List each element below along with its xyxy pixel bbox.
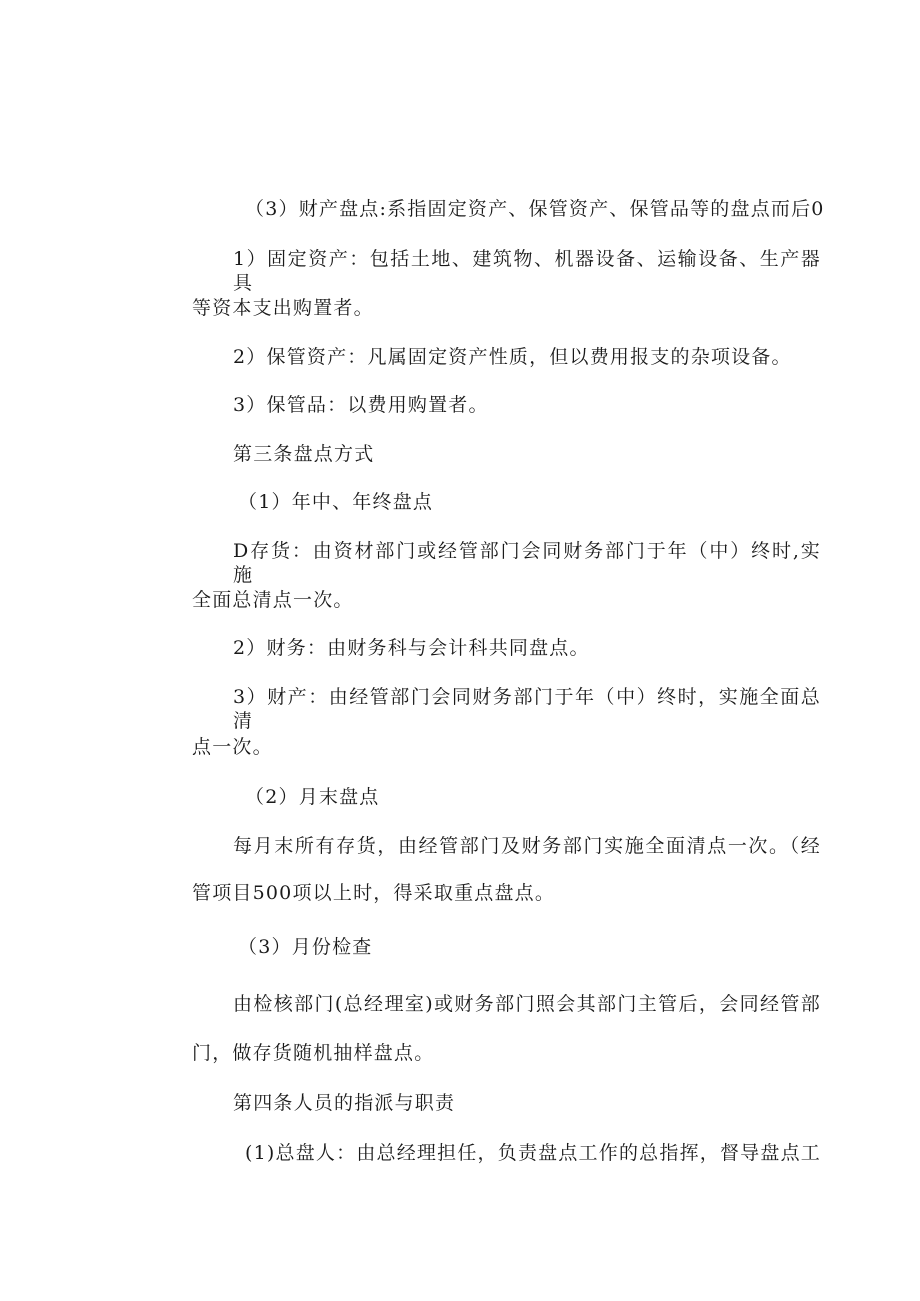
paragraph-month-end: 每月末所有存货，由经管部门及财务部门实施全面清点一次。（经: [233, 835, 821, 857]
subheading-annual-inventory: （1）年中、年终盘点: [238, 491, 434, 513]
item-property-cont: 点一次。: [192, 736, 273, 758]
item-custody-assets: 2）保管资产：凡属固定资产性质，但以费用报支的杂项设备。: [233, 346, 792, 368]
item-property: 3）财产：由经管部门会同财务部门于年（中）终时，实施全面总清: [233, 686, 821, 732]
section-heading-article-4: 第四条人员的指派与职责: [233, 1092, 456, 1114]
subheading-monthly-check: （3）月份检查: [238, 936, 373, 958]
item-fixed-assets: 1）固定资产：包括土地、建筑物、机器设备、运输设备、生产器具: [233, 248, 821, 294]
paragraph-property-inventory: （3）财产盘点:系指固定资产、保管资产、保管品等的盘点而后0: [245, 198, 825, 220]
item-custody-goods: 3）保管品：以费用购置者。: [233, 394, 489, 416]
item-chief-counter: (1)总盘人：由总经理担任，负责盘点工作的总指挥，督导盘点工: [245, 1142, 821, 1164]
paragraph-monthly-check: 由检核部门(总经理室)或财务部门照会其部门主管后，会同经管部: [233, 993, 821, 1015]
subheading-month-end-inventory: （2）月末盘点: [245, 786, 380, 808]
item-finance: 2）财务：由财务科与会计科共同盘点。: [233, 637, 590, 659]
section-heading-article-3: 第三条盘点方式: [233, 443, 375, 465]
item-stock: D存货：由资材部门或经管部门会同财务部门于年（中）终时,实施: [233, 540, 821, 586]
paragraph-month-end-cont: 管项目500项以上时，得采取重点盘点。: [192, 882, 556, 904]
paragraph-monthly-check-cont: 门，做存货随机抽样盘点。: [192, 1042, 435, 1064]
item-stock-cont: 全面总清点一次。: [192, 589, 354, 611]
item-fixed-assets-cont: 等资本支出购置者。: [192, 297, 374, 319]
